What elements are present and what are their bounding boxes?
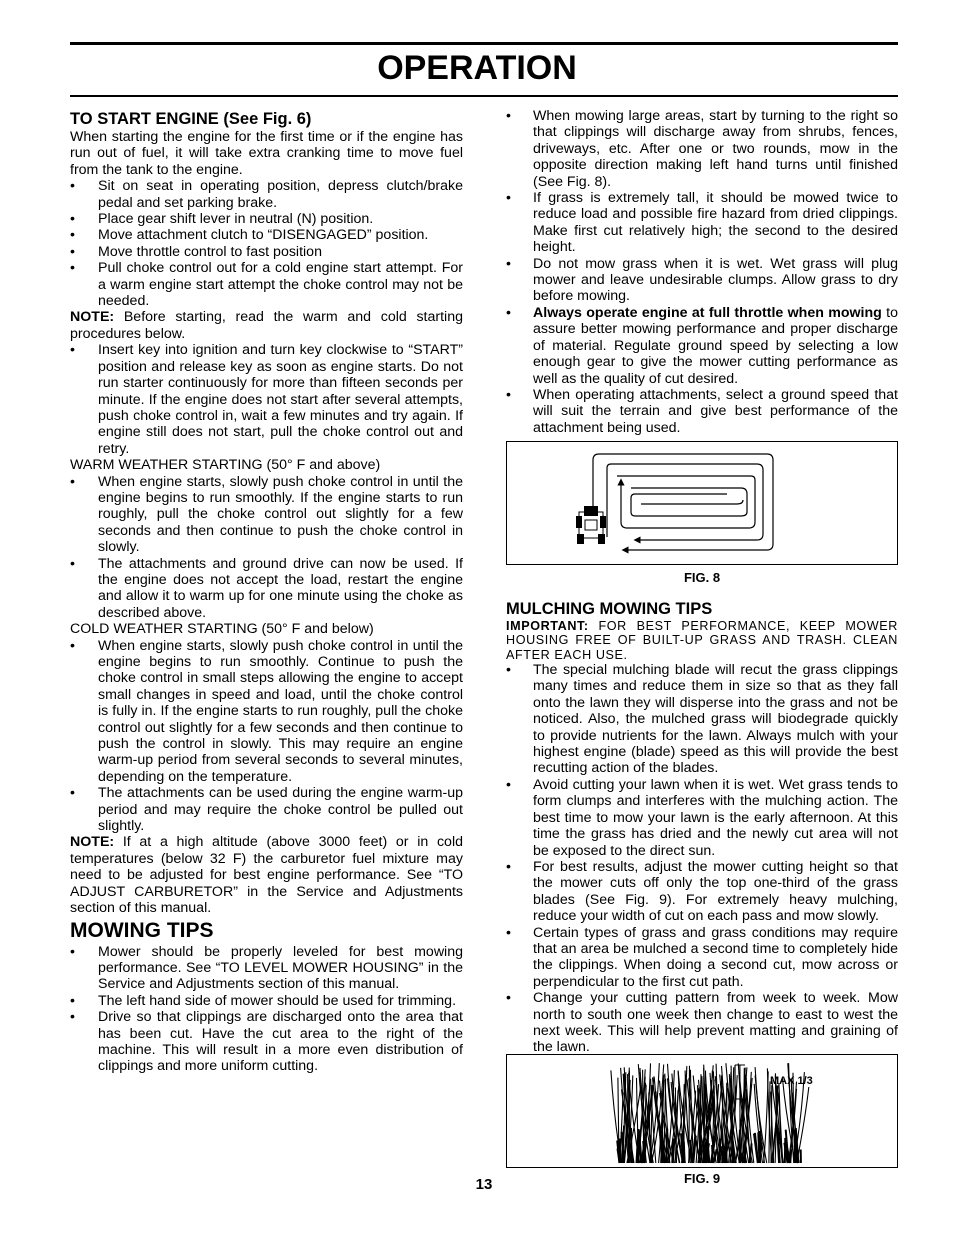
list-item-text: When engine starts, slowly push choke control in until the engine begins to run smoothly. Continue to push the choke control in small steps allowing the engine to accept small changes in speed and load, until the choke control is fully in. If the engine starts to run roughly, pull the choke control out slightly for a few seconds and then continue to push the control in slowly. This may require an engine warm-up period from several seconds to several minutes, depending on the temperature.: [98, 637, 463, 785]
bullet: •: [70, 555, 75, 572]
bullet: •: [506, 190, 511, 207]
mowing-tips-heading: MOWING TIPS: [70, 918, 214, 942]
list-item: [506, 662, 898, 777]
warm-weather-heading: WARM WEATHER STARTING (50° F and above): [70, 457, 381, 474]
list-item-text: Sit on seat in operating position, depress clutch/brake pedal and set parking brake.: [98, 178, 463, 211]
fig9-box: [506, 1054, 898, 1168]
list-item: [70, 474, 463, 556]
important-text: FOR BEST PERFORMANCE, KEEP MOWER HOUSING FREE OF BUILT-UP GRASS AND TRASH. CLEAN AFTER EACH USE.: [506, 618, 898, 662]
max-label: MAX 1/3: [770, 1075, 813, 1087]
bullet: •: [70, 1009, 75, 1026]
key-step-list: [70, 342, 463, 457]
bullet: •: [70, 243, 75, 260]
list-item: [70, 178, 463, 211]
list-item: [70, 1009, 463, 1075]
bullet: •: [70, 637, 75, 654]
list-item-text: When engine starts, slowly push choke control in until the engine begins to run smoothly. If the engine starts to run roughly, pull the choke control out slightly for a few seconds and then continue to push the choke control in slowly.: [98, 473, 463, 556]
list-item-text: Pull choke control out for a cold engine start attempt. For a warm engine start attempt the choke control may not be needed.: [98, 260, 463, 310]
list-item-text: When operating attachments, select a ground speed that will suit the terrain and give best performance of the attachment being used.: [533, 386, 898, 436]
list-item-text: Move throttle control to fast position: [98, 243, 322, 260]
mowing-tips-list-left: [70, 944, 463, 1075]
list-item-text: to assure better mowing performance and proper discharge of material. Regulate ground speed by selecting a low enough gear to give the mower cutting performance as well as the quality of cut desired.: [533, 304, 898, 387]
bullet: •: [70, 473, 75, 490]
bullet: •: [70, 992, 75, 1009]
cold-weather-heading: COLD WEATHER STARTING (50° F and below): [70, 621, 374, 638]
list-item: [506, 859, 898, 925]
warm-weather-steps: [70, 474, 463, 622]
grass-blade: [693, 1136, 696, 1163]
start-note: [70, 309, 463, 342]
list-item-text: The attachments and ground drive can now be used. If the engine does not accept the load, restart the engine and allow it to warm up for one minute using the choke as described above.: [98, 555, 463, 621]
grass-blade: [620, 1139, 621, 1164]
bullet: •: [70, 342, 75, 359]
bullet: •: [506, 858, 511, 875]
bullet: •: [70, 785, 75, 802]
grass-blade: [764, 1071, 769, 1163]
tractor-icon: [576, 506, 606, 544]
list-item-text: Change your cutting pattern from week to week. Mow north to south one week then change to east to west the next week. This will help prevent matting and graining of the lawn.: [533, 990, 898, 1056]
list-item-text: Insert key into ignition and turn key clockwise to “START” position and release key as soon as engine starts. Do not run starter continuously for more than fifteen seconds per minute. If the engine does not start after several attempts, push choke control in, wait a few minutes and try again. If engine still does not start, pull the choke control out and retry.: [98, 342, 463, 457]
list-item: [506, 990, 898, 1056]
fig8-caption: FIG. 8: [683, 570, 721, 586]
grass-height-diagram: [507, 1055, 897, 1167]
start-engine-intro: When starting the engine for the first time or if the engine has run out of fuel, it will take extra cranking time to move fuel from the tank to the engine.: [70, 129, 463, 178]
bullet: •: [70, 178, 75, 195]
page-number: 13: [475, 1176, 493, 1193]
grass-blade: [666, 1129, 667, 1163]
bullet: •: [506, 304, 511, 321]
note-text: Before starting, read the warm and cold starting procedures below.: [70, 309, 463, 342]
cold-weather-steps: [70, 638, 463, 835]
grass-blade: [631, 1128, 632, 1163]
bullet: •: [70, 943, 75, 960]
list-item: [506, 387, 898, 436]
list-item-text: The left hand side of mower should be used for trimming.: [98, 992, 457, 1009]
list-item: [70, 556, 463, 622]
list-item-text: If grass is extremely tall, it should be mowed twice to reduce load and possible fire hazard from dried clippings. Make first cut relatively high; the second to the desired height.: [533, 190, 898, 256]
right-column: [506, 108, 898, 1056]
list-item-bold-text: Always operate engine at full throttle when mowing: [533, 304, 882, 321]
grass-blade: [769, 1081, 770, 1163]
bullet: •: [70, 211, 75, 228]
mulching-heading: MULCHING MOWING TIPS: [506, 599, 713, 618]
list-item-text: The special mulching blade will recut the grass clippings many times and reduce them in size so that as they fall onto the lawn they will disperse into the grass and not be noticed. Also, the mulched grass will biodegrade quickly to provide nutrients for the lawn. Always mulch with your highest engine (blade) speed as this will provide the best recutting action of the blades.: [533, 662, 898, 777]
bullet: •: [506, 662, 511, 679]
list-item: [70, 638, 463, 786]
list-item: [70, 785, 463, 834]
altitude-note: [70, 834, 463, 916]
list-item: [70, 944, 463, 993]
list-item: [506, 925, 898, 991]
note-label: NOTE:: [70, 309, 115, 326]
list-item: [70, 342, 463, 457]
list-item-text: For best results, adjust the mower cutting height so that the mower cuts off only the top one-third of the grass blades (See Fig. 9). For extremely heavy mulching, reduce your width of cut on each pass and mow slowly.: [533, 858, 898, 925]
left-column: [70, 108, 463, 1075]
list-item: [506, 256, 898, 305]
mowing-tips-list-right: [506, 108, 898, 436]
important-label: IMPORTANT:: [506, 618, 589, 633]
grass-blade: [672, 1139, 673, 1163]
list-item: [70, 227, 463, 243]
bullet: •: [506, 776, 511, 793]
bullet: •: [506, 386, 511, 403]
list-item: [506, 108, 898, 190]
fig8-box: [506, 441, 898, 565]
bullet: •: [70, 227, 75, 244]
title-rule: [70, 95, 898, 97]
list-item-text: Drive so that clippings are discharged onto the area that has been cut. Have the cut area to the right of the machine. This will result in a more even distribution of clippings and more uniform cutting.: [98, 1009, 463, 1075]
start-engine-heading: TO START ENGINE (See Fig. 6): [70, 110, 312, 128]
important-notice: [506, 619, 898, 663]
grass-blade: [690, 1140, 692, 1163]
bullet: •: [506, 924, 511, 941]
bullet: •: [70, 260, 75, 277]
grass-blade: [719, 1139, 720, 1163]
list-item: [70, 260, 463, 309]
list-item-text: When mowing large areas, start by turning to the right so that clippings will discharge away from shrubs, fences, driveways, etc. After one or two rounds, mow in the opposite direction making left hand turns until finished (See Fig. 8).: [533, 108, 898, 190]
mulching-tips-list: [506, 662, 898, 1056]
list-item-text: Avoid cutting your lawn when it is wet. Wet grass tends to form clumps and interferes with the mulching action. The best time to mow your lawn is the early afternoon. At this time the grass has dried and the newly cut area will not be exposed to the direct sun.: [533, 776, 898, 859]
list-item: [506, 190, 898, 256]
list-item-text: Move attachment clutch to “DISENGAGED” position.: [98, 227, 429, 244]
list-item-text: Do not mow grass when it is wet. Wet grass will plug mower and leave undesirable clumps. Allow grass to dry before mowing.: [533, 255, 898, 305]
list-item: [506, 305, 898, 387]
list-item: [506, 777, 898, 859]
list-item: [70, 211, 463, 227]
bullet: •: [506, 255, 511, 272]
bullet: •: [506, 990, 511, 1007]
page-title: OPERATION: [377, 49, 577, 87]
list-item-text: Certain types of grass and grass conditions may require that an area be mulched a second time to completely hide the clippings. When doing a second cut, mow across or perpendicular to the first cut path.: [533, 924, 898, 990]
fig9-caption: FIG. 9: [683, 1171, 721, 1186]
mowing-pattern-diagram: [507, 442, 897, 564]
list-item-text: Mower should be properly leveled for best mowing performance. See “TO LEVEL MOWER HOUSING” in the Service and Adjustments section of this manual.: [98, 943, 463, 993]
list-item: [70, 993, 463, 1009]
note-text: If at a high altitude (above 3000 feet) or in cold temperatures (below 32 F) the carburetor fuel mixture may need to be adjusted for best engine performance. See “TO ADJUST CARBURETOR” in the Service and Adjustments section of this manual.: [70, 834, 463, 917]
list-item-text: Place gear shift lever in neutral (N) position.: [98, 211, 374, 228]
bullet: •: [506, 108, 511, 124]
list-item-text: The attachments can be used during the engine warm-up period and may require the choke control be pulled out slightly.: [98, 785, 463, 835]
list-item: [70, 244, 463, 260]
top-rule: [70, 42, 898, 45]
start-engine-steps: [70, 178, 463, 309]
note-label: NOTE:: [70, 834, 115, 851]
